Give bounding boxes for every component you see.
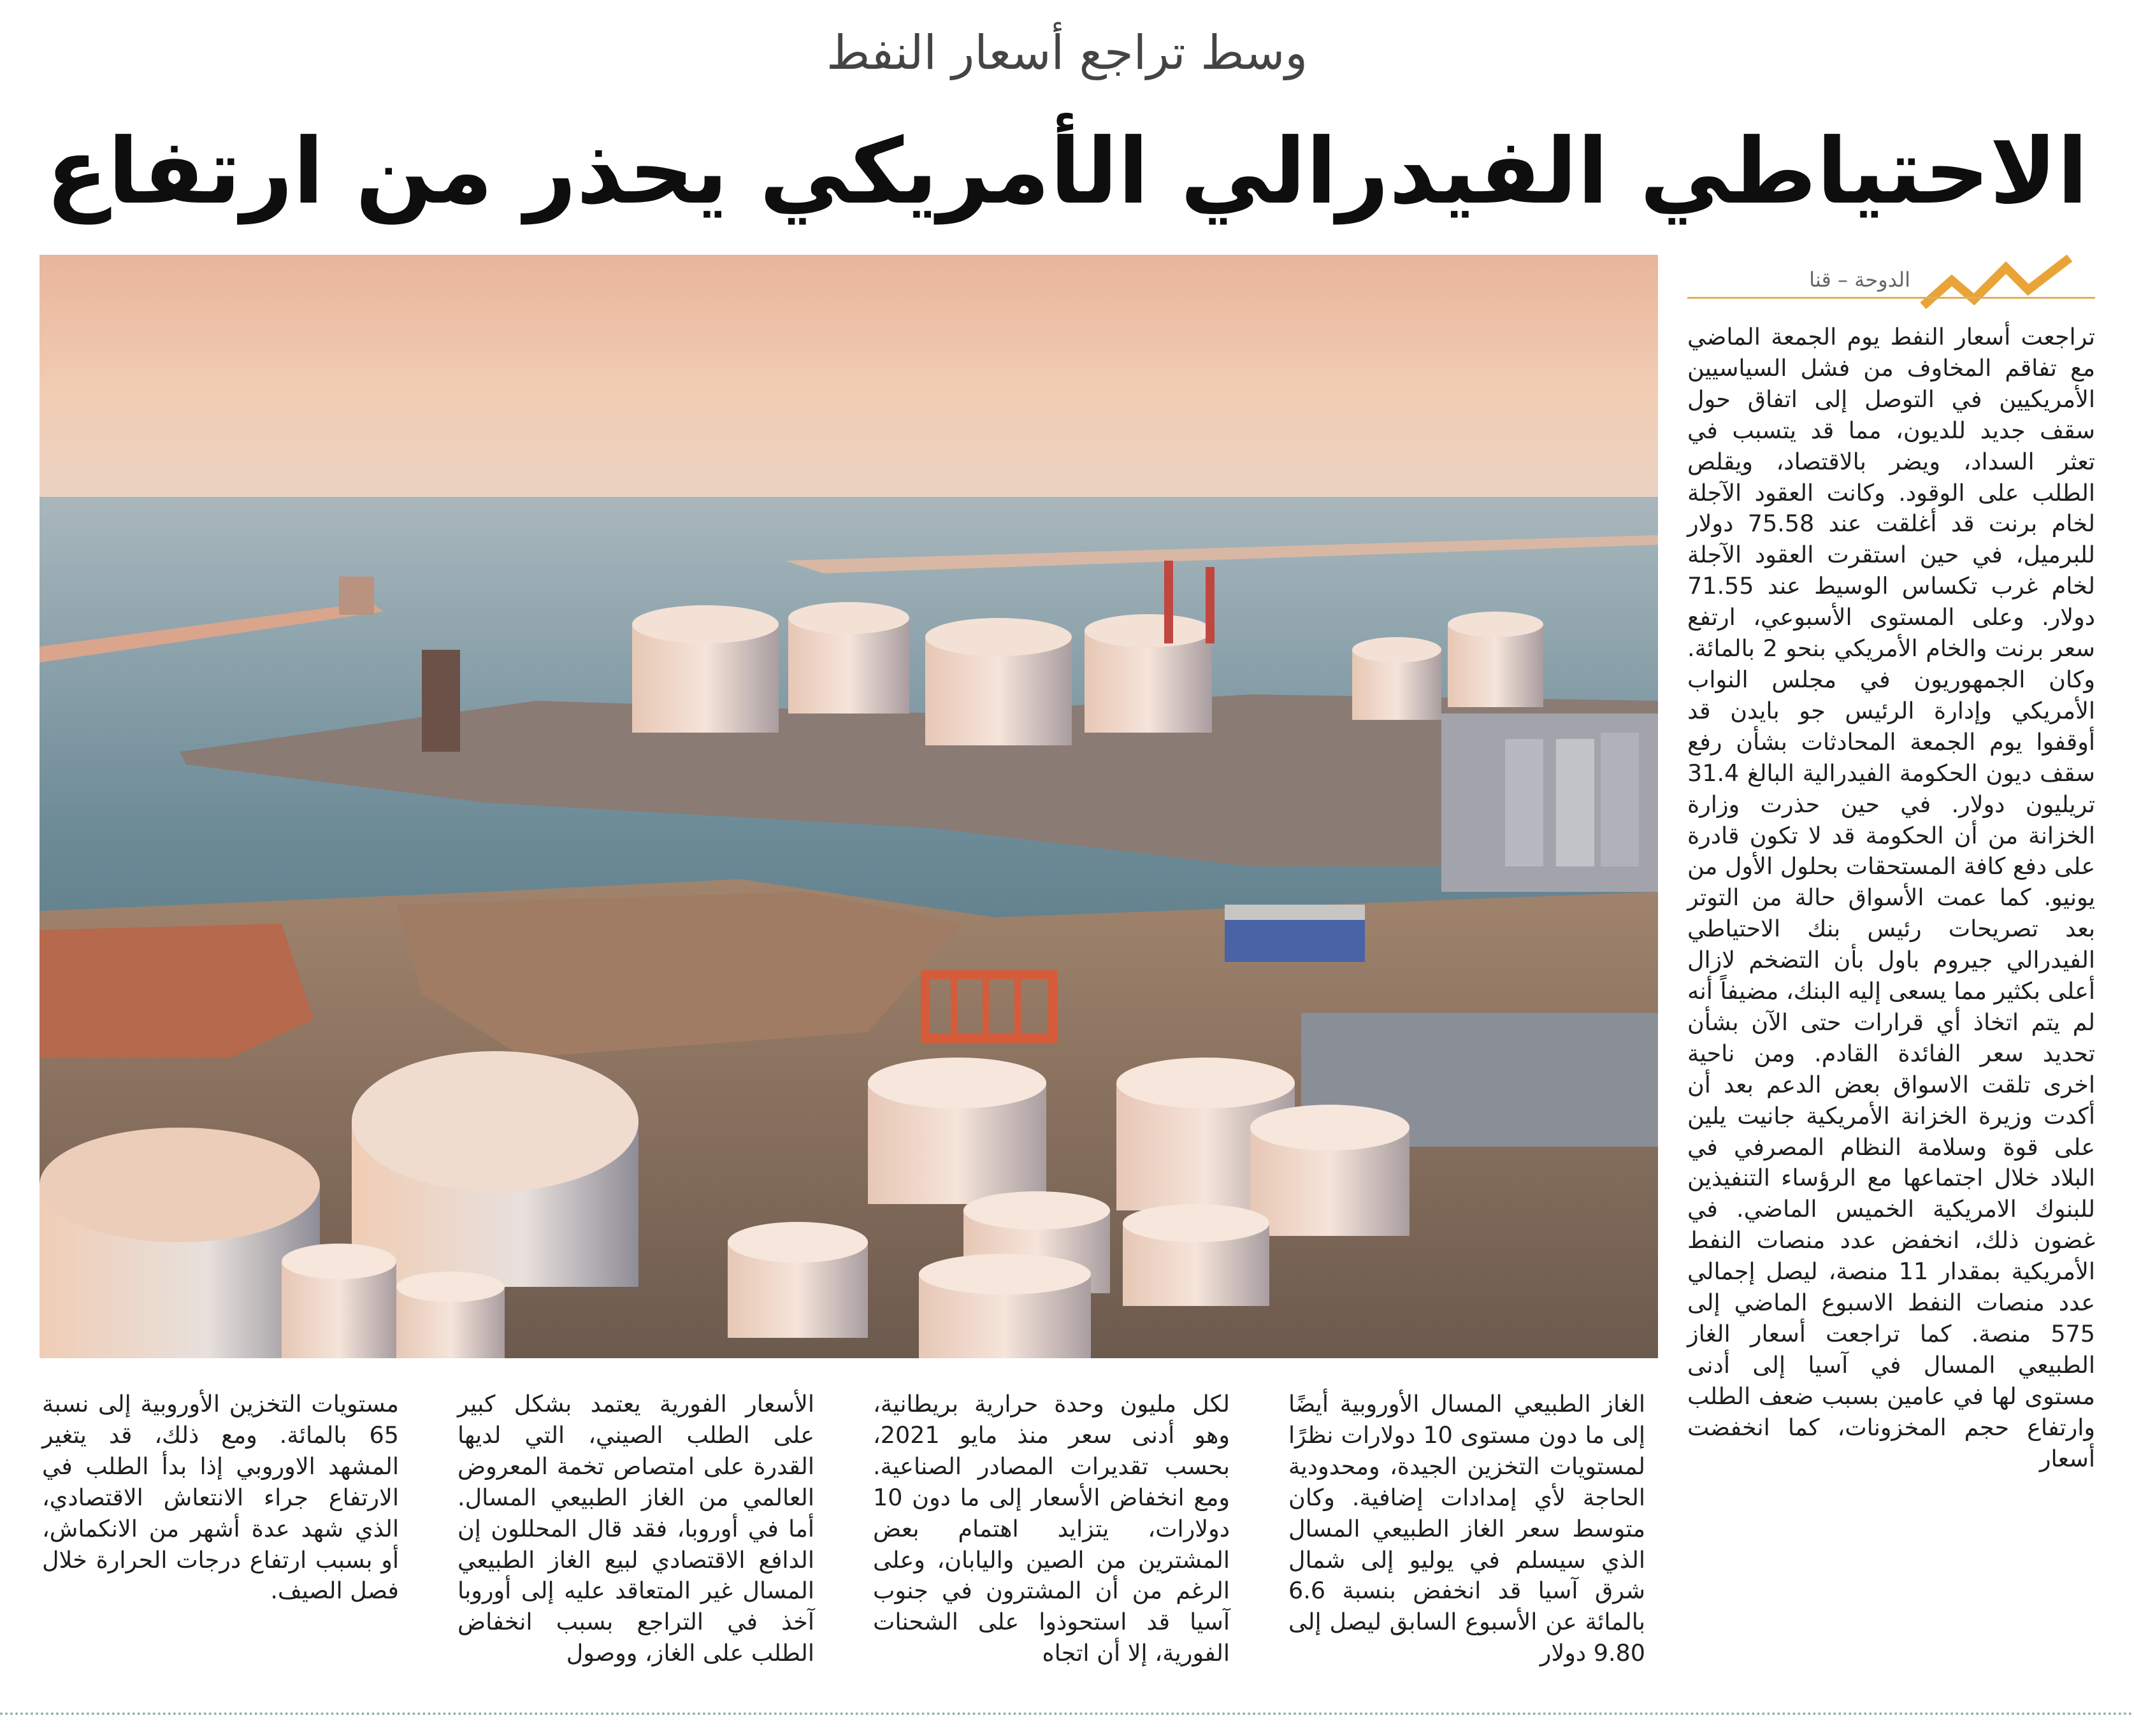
aerial-lng-terminal-photo: [40, 255, 1658, 1358]
article-headline: الاحتياطي الفيدرالي الأمريكي يحذر من ارتفاع: [46, 119, 2088, 224]
article-column-2: الغاز الطبيعي المسال الأوروبية أيضًا إلى ما دون مستوى 10 دولارات نظرًا لمستويات التخزين الجيدة، ومحدودية الحاجة لأي إمدادات إضافية. وكان متوسط سعر الغاز الطبيعي المسال الذي سيسلم في يوليو إلى شمال شرق آسيا قد انخفض بنسبة 6.6 بالمائة عن الأسبوع السابق ليصل إلى 9.80 دولار: [1288, 1390, 1645, 1667]
article-kicker: وسط تراجع أسعار النفط: [826, 25, 1308, 80]
page-bottom-rule: [0, 1712, 2134, 1715]
byline-header: [1687, 255, 2095, 312]
right-column: [1687, 255, 2095, 1472]
zigzag-chart-icon: [1917, 255, 2081, 313]
article-column-1: تراجعت أسعار النفط يوم الجمعة الماضي مع تفاقم المخاوف من فشل السياسيين الأمريكيين في التوصل إلى اتفاق حول سقف جديد للديون، مما قد يتسبب في تعثر السداد، ويضر بالاقتصاد، ويقلص الطلب على الوقود. وكانت العقود الآجلة لخام برنت قد أغلقت عند 75.58 دولار للبرميل، في حين استقرت العقود الآجلة لخام غرب تكساس الوسيط عند 71.55 دولار. وعلى المستوى الأسبوعي، ارتفع سعر برنت والخام الأمريكي بنحو 2 بالمائة. وكان الجمهوريون في مجلس النواب الأمريكي وإدارة الرئيس جو بايدن قد أوقفوا يوم الجمعة المحادثات بشأن رفع سقف ديون الحكومة الفيدرالية البالغ 31.4 تريليون دولار. في حين حذرت وزارة الخزانة من أن الحكومة قد لا تكون قادرة على دفع كافة المستحقات بحلول الأول من يونيو. كما عمت الأسواق حالة من التوتر بعد تصريحات رئيس بنك الاحتياطي الفيدرالي جيروم باول بأن التضخم لازال أعلى بكثير مما يسعى إليه البنك، مضيفاً أنه لم يتم اتخاذ أي قرارات حتى الآن بشأن تحديد سعر الفائدة القادم. ومن ناحية اخرى تلقت الاسواق بعض الدعم بعد أن أكدت وزيرة الخزانة الأمريكية جانيت يلين على قوة وسلامة النظام المصرفي في البلاد خلال اجتماعها مع الرؤساء التنفيذين للبنوك الامريكية الخميس الماضي. في غضون ذلك، انخفض عدد منصات النفط الأمريكية بمقدار 11 منصة، ليصل إجمالي عدد منصات النفط الاسبوع الماضي إلى 575 منصة. كما تراجعت أسعار الغاز الطبيعي المسال في آسيا إلى أدنى مستوى لها في عامين بسبب ضعف الطلب وارتفاع حجم المخزونات، كما انخفضت أسعار: [1687, 323, 2095, 1472]
article-column-4: الأسعار الفورية يعتمد بشكل كبير على الطلب الصيني، التي لديها القدرة على امتصاص تخمة المعروض العالمي من الغاز الطبيعي المسال. أما في أوروبا، فقد قال المحللون إن الدافع الاقتصادي لبيع الغاز الطبيعي المسال غير المتعاقد عليه إلى أوروبا آخذ في التراجع بسبب انخفاض الطلب على الغاز، ووصول: [458, 1390, 814, 1667]
byline-rule: [1687, 297, 2095, 299]
byline: الدوحة – قنا: [1809, 268, 1910, 292]
article-column-5: مستويات التخزين الأوروبية إلى نسبة 65 بالمائة. ومع ذلك، قد يتغير المشهد الاوروبي إذا بدأ الطلب في الارتفاع جراء الانتعاش الاقتصادي، الذي شهد عدة أشهر من الانكماش، أو بسبب ارتفاع درجات الحرارة خلال فصل الصيف.: [42, 1390, 399, 1605]
article-column-3: لكل مليون وحدة حرارية بريطانية، وهو أدنى سعر منذ مايو 2021، بحسب تقديرات المصادر الصناعية. ومع انخفاض الأسعار إلى ما دون 10 دولارات، يتزايد اهتمام بعض المشترين من الصين واليابان، وعلى الرغم من أن المشترون في جنوب آسيا قد استحوذوا على الشحنات الفورية، إلا أن اتجاه: [873, 1390, 1230, 1667]
